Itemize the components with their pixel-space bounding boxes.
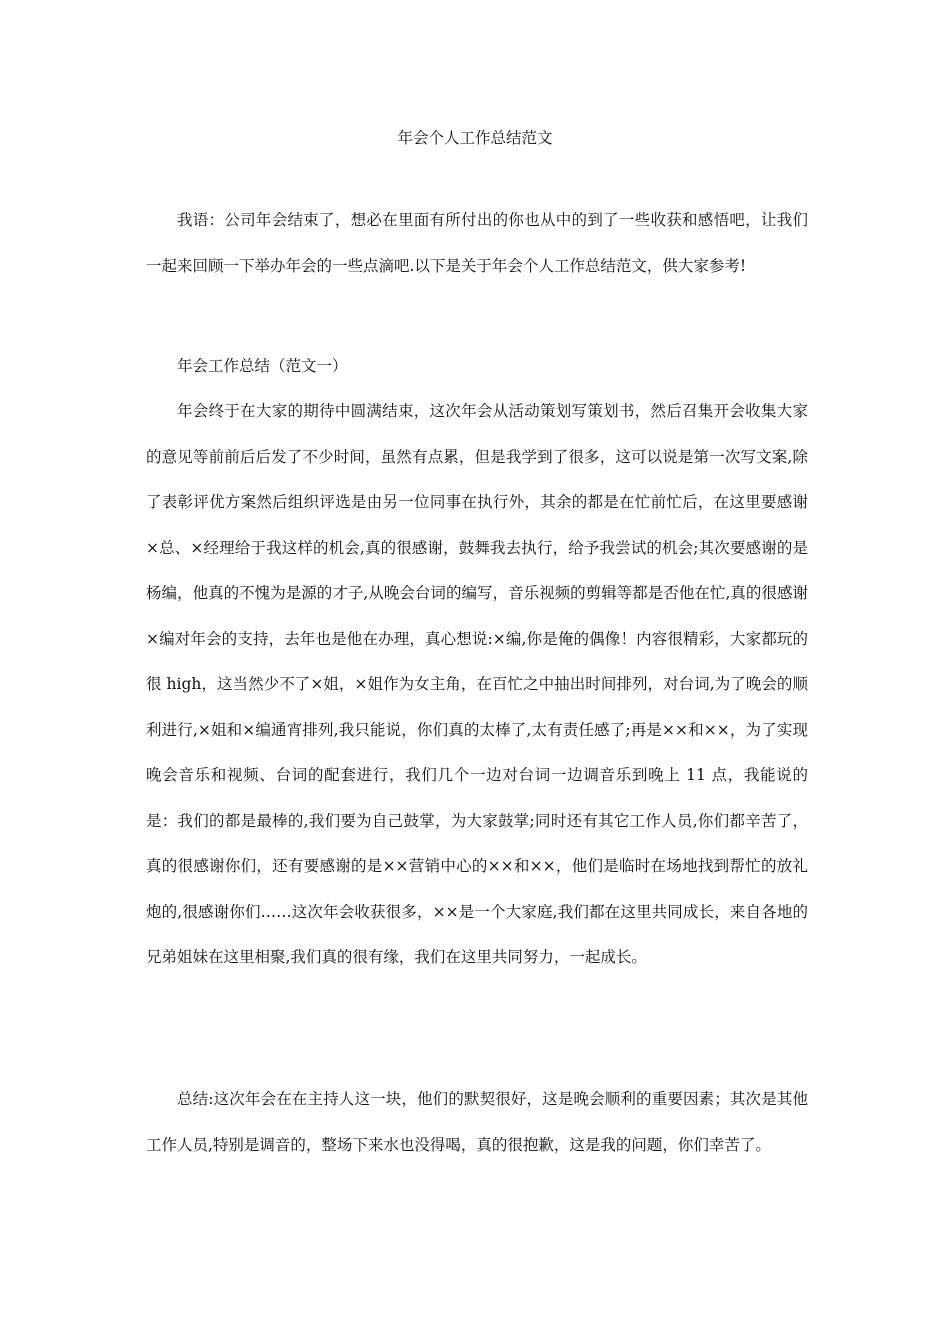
document-title: 年会个人工作总结范文	[397, 129, 553, 147]
intro-paragraph: 我语：公司年会结束了，想必在里面有所付出的你也从中的到了一些收获和感悟吧，让我们一起来回顾一下举办年会的一些点滴吧.以下是关于年会个人工作总结范文，供大家参考!	[146, 211, 808, 275]
intro-block	[146, 198, 808, 289]
main-block	[146, 389, 808, 981]
summary-block	[146, 1077, 808, 1168]
section-heading-block	[146, 344, 808, 390]
main-paragraph: 年会终于在大家的期待中圆满结束，这次年会从活动策划写策划书，然后召集开会收集大家的意见等前前后后发了不少时间，虽然有点累，但是我学到了很多，这可以说是第一次写文案,除了表彰评优方案然后组织评选是由另一位同事在执行外，其余的都是在忙前忙后，在这里要感谢×总、×经理给于我这样的机会,真的很感谢，鼓舞我去执行，给予我尝试的机会;其次要感谢的是杨编，他真的不愧为是源的才子,从晚会台词的编写，音乐视频的剪辑等都是否他在忙,真的很感谢×编对年会的支持，去年也是他在办理，真心想说:×编,你是俺的偶像！内容很精彩，大家都玩的很 high，这当然少不了×姐，×姐作为女主角，在百忙之中抽出时间排列，对台词,为了晚会的顺利进行,×姐和×编通宵排列,我只能说，你们真的太棒了,太有责任感了;再是××和××，为了实现晚会音乐和视频、台词的配套进行，我们几个一边对台词一边调音乐到晚上 11 点，我能说的是：我们的都是最棒的,我们要为自己鼓掌，为大家鼓掌;同时还有其它工作人员,你们都辛苦了，真的很感谢你们，还有要感谢的是××营销中心的××和××，他们是临时在场地找到帮忙的放礼炮的,很感谢你们……这次年会收获很多，××是一个大家庭,我们都在这里共同成长，来自各地的兄弟姐妹在这里相聚,我们真的很有缘，我们在这里共同努力，一起成长。	[146, 402, 808, 966]
section-heading: 年会工作总结（范文一）	[177, 357, 348, 375]
summary-paragraph: 总结:这次年会在在主持人这一块，他们的默契很好，这是晚会顺利的重要因素；其次是其他工作人员,特别是调音的，整场下来水也没得喝，真的很抱歉，这是我的问题，你们幸苦了。	[146, 1090, 808, 1154]
